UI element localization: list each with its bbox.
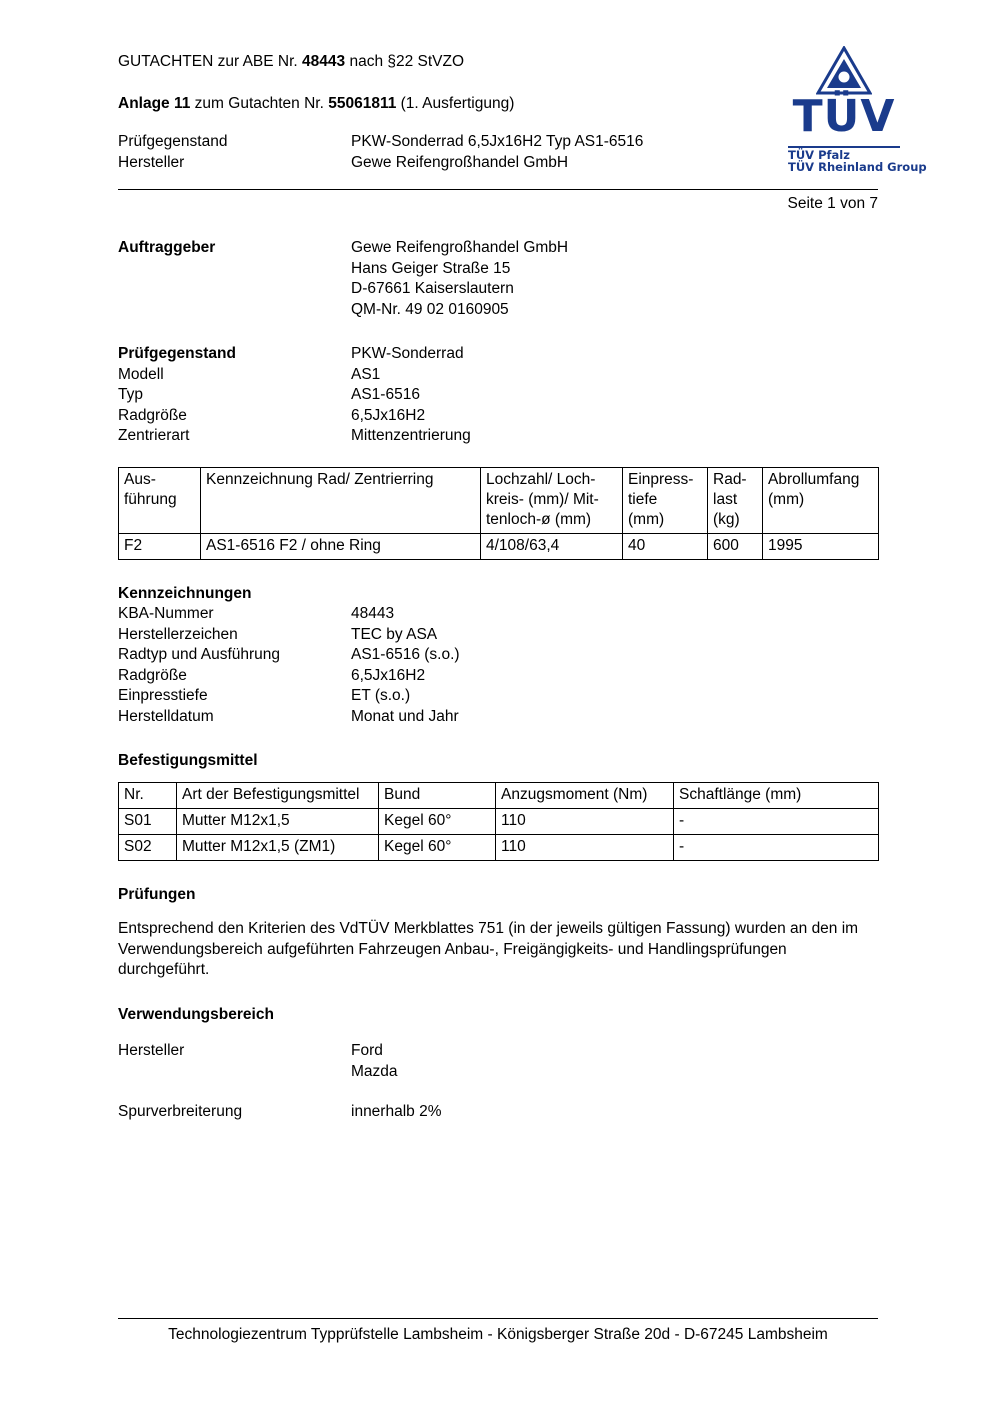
- col-schaftlaenge: Schaftlänge (mm): [674, 782, 879, 808]
- auftraggeber-line-1: Gewe Reifengroßhandel GmbH: [351, 239, 569, 256]
- col-einpresstiefe-l1: Einpress-: [628, 470, 694, 488]
- pruefgegenstand-value-2: AS1-6516: [351, 386, 420, 403]
- header-row-hersteller: [118, 153, 878, 174]
- kennzeichnungen-row-1: [118, 604, 878, 625]
- anlage-line: [118, 94, 878, 114]
- title-suffix: nach §22 StVZO: [345, 53, 465, 70]
- table-header-row: [119, 467, 879, 533]
- col-lochzahl: [481, 467, 623, 533]
- pruefgegenstand-value: PKW-Sonderrad: [351, 345, 464, 362]
- verwendungsbereich-hersteller-2: Mazda: [351, 1062, 398, 1080]
- kennzeichnungen-value-6: Monat und Jahr: [351, 707, 459, 725]
- col-lochzahl-l2: kreis- (mm)/ Mit-: [486, 490, 599, 508]
- kennzeichnungen-value-4: 6,5Jx16H2: [351, 666, 426, 684]
- table-row: [119, 533, 879, 559]
- title-prefix: GUTACHTEN zur ABE Nr.: [118, 53, 303, 70]
- header-hersteller-value: Gewe Reifengroßhandel GmbH: [351, 153, 569, 171]
- pruefungen-block: [118, 885, 878, 981]
- auftraggeber-spacer-4: [118, 300, 351, 321]
- col-kennzeichnung: [201, 467, 481, 533]
- pruefgegenstand-block: [118, 344, 878, 447]
- kennzeichnungen-key-1: KBA-Nummer: [118, 605, 214, 622]
- footer-divider: [118, 1318, 878, 1319]
- cell-kennzeichnung: AS1-6516 F2 / ohne Ring: [201, 533, 481, 559]
- col-bund: Bund: [379, 782, 496, 808]
- kennzeichnungen-value-2: TEC by ASA: [351, 625, 438, 643]
- logo-subtitle-1: TÜV Pfalz: [788, 148, 850, 162]
- cell-abrollumfang: 1995: [763, 533, 879, 559]
- verwendungsbereich-hersteller-label: Hersteller: [118, 1042, 185, 1059]
- befestigungsmittel-table: [118, 782, 879, 861]
- kennzeichnungen-value-5: ET (s.o.): [351, 687, 411, 704]
- auftraggeber-line-3: D-67661 Kaiserslautern: [351, 280, 514, 297]
- auftraggeber-block: [118, 238, 878, 320]
- spurverbreiterung-value: innerhalb 2%: [351, 1103, 442, 1120]
- pruefgegenstand-row-1: [118, 365, 878, 386]
- cell-art-1: Mutter M12x1,5: [177, 808, 379, 834]
- kennzeichnungen-row-2: [118, 625, 878, 646]
- kennzeichnungen-key-5: Einpresstiefe: [118, 687, 208, 704]
- logo-subtitle-2: TÜV Rheinland Group: [788, 160, 927, 174]
- anlage-suffix: (1. Ausfertigung): [396, 95, 515, 112]
- pruefgegenstand-value-3: 6,5Jx16H2: [351, 406, 426, 424]
- verwendungsbereich-row-spur: [118, 1102, 878, 1123]
- col-abrollumfang-l2: (mm): [768, 490, 805, 508]
- table-row: [119, 808, 879, 834]
- page-number: Seite 1 von 7: [787, 195, 878, 212]
- header-row-pruefgegenstand: [118, 132, 878, 153]
- pruefgegenstand-row-0: [118, 344, 878, 365]
- col-ausfuehrung: [119, 467, 201, 533]
- ausfuehrung-table: [118, 467, 879, 560]
- cell-art-2: Mutter M12x1,5 (ZM1): [177, 834, 379, 860]
- col-anzugsmoment: Anzugsmoment (Nm): [496, 782, 674, 808]
- col-ausfuehrung-l1: Aus-: [124, 470, 156, 488]
- footer-text: Technologiezentrum Typprüfstelle Lambsheim - Königsberger Straße 20d - D-67245 Lambsheim: [168, 1326, 828, 1343]
- verwendungsbereich-block: [118, 1005, 878, 1123]
- cell-anzugsmoment-1: 110: [496, 808, 674, 834]
- befestigungsmittel-block: [118, 751, 878, 772]
- anlage-gutachten-number: 55061811: [328, 95, 397, 112]
- auftraggeber-row-4: [118, 300, 878, 321]
- cell-schaftlaenge-2: -: [674, 834, 879, 860]
- pruefgegenstand-key-3: Radgröße: [118, 406, 187, 424]
- kennzeichnungen-row-3: [118, 645, 878, 666]
- cell-nr-1: S01: [119, 808, 177, 834]
- spurverbreiterung-label: Spurverbreiterung: [118, 1103, 243, 1120]
- cell-schaftlaenge-1: -: [674, 808, 879, 834]
- verwendungsbereich-title: Verwendungsbereich: [118, 1005, 274, 1023]
- col-abrollumfang: [763, 467, 879, 533]
- col-ausfuehrung-l2: führung: [124, 490, 177, 508]
- pruefgegenstand-row-3: [118, 406, 878, 427]
- auftraggeber-label: Auftraggeber: [118, 239, 216, 256]
- anlage-label: Anlage 11: [118, 95, 191, 112]
- pruefgegenstand-row-4: [118, 426, 878, 447]
- table-header-row: [119, 782, 879, 808]
- pruefungen-text: Entsprechend den Kriterien des VdTÜV Merkblattes 751 (in der jeweils gültigen Fassung) wurden an den im Verwendungsbereich aufgeführten Fahrzeugen Anbau-, Freigängigkeits- und Handlingsprüfungen durchgeführt.: [118, 920, 859, 978]
- cell-radlast: 600: [708, 533, 763, 559]
- header-summary: [118, 132, 878, 173]
- document-title: [118, 52, 878, 72]
- cell-nr-2: S02: [119, 834, 177, 860]
- verwendungsbereich-hersteller-1: Ford: [351, 1042, 383, 1059]
- verwendungsbereich-row-hersteller: [118, 1041, 878, 1062]
- kennzeichnungen-value-1: 48443: [351, 605, 395, 622]
- auftraggeber-row-1: [118, 238, 878, 259]
- kennzeichnungen-key-4: Radgröße: [118, 666, 187, 684]
- col-abrollumfang-l1: Abrollumfang: [768, 470, 860, 488]
- col-einpresstiefe-l3: (mm): [628, 510, 665, 528]
- kennzeichnungen-value-3: AS1-6516 (s.o.): [351, 646, 460, 663]
- pruefgegenstand-label: Prüfgegenstand: [118, 345, 236, 362]
- pruefgegenstand-key-2: Typ: [118, 386, 143, 403]
- kennzeichnungen-row-6: [118, 707, 878, 728]
- col-radlast-l2: last: [713, 490, 738, 508]
- col-art: Art der Befestigungsmittel: [177, 782, 379, 808]
- pruefgegenstand-value-4: Mittenzentrierung: [351, 427, 471, 444]
- auftraggeber-line-4: QM-Nr. 49 02 0160905: [351, 300, 509, 318]
- verwendungsbereich-spacer: [118, 1062, 351, 1083]
- auftraggeber-line-2: Hans Geiger Straße 15: [351, 259, 511, 277]
- header-pruefgegenstand-value: PKW-Sonderrad 6,5Jx16H2 Typ AS1-6516: [351, 133, 644, 150]
- col-lochzahl-l3: tenloch-ø (mm): [486, 510, 592, 528]
- cell-ausfuehrung: F2: [119, 533, 201, 559]
- auftraggeber-spacer-2: [118, 259, 351, 280]
- verwendungsbereich-row-hersteller-2: [118, 1062, 878, 1083]
- pruefgegenstand-value-1: AS1: [351, 365, 381, 383]
- cell-lochzahl: 4/108/63,4: [481, 533, 623, 559]
- col-einpresstiefe: [623, 467, 708, 533]
- anlage-mid: zum Gutachten Nr.: [190, 95, 329, 112]
- title-abe-number: 48443: [302, 53, 346, 70]
- cell-anzugsmoment-2: 110: [496, 834, 674, 860]
- col-kennzeichnung-l1: Kennzeichnung Rad/ Zentrierring: [206, 470, 434, 488]
- pruefgegenstand-key-4: Zentrierart: [118, 427, 190, 444]
- auftraggeber-spacer-3: [118, 279, 351, 300]
- kennzeichnungen-row-4: [118, 666, 878, 687]
- col-lochzahl-l1: Lochzahl/ Loch-: [486, 470, 596, 488]
- auftraggeber-row-2: [118, 259, 878, 280]
- kennzeichnungen-key-6: Herstelldatum: [118, 707, 214, 725]
- auftraggeber-row-3: [118, 279, 878, 300]
- document-content: [118, 52, 878, 1123]
- kennzeichnungen-row-5: [118, 686, 878, 707]
- befestigungsmittel-title: Befestigungsmittel: [118, 752, 258, 769]
- pruefgegenstand-row-2: [118, 385, 878, 406]
- kennzeichnungen-key-3: Radtyp und Ausführung: [118, 646, 281, 663]
- pruefgegenstand-key-1: Modell: [118, 365, 164, 383]
- tuv-wordmark: TÜV: [792, 91, 896, 142]
- col-radlast: [708, 467, 763, 533]
- header-hersteller-label: Hersteller: [118, 153, 185, 171]
- cell-bund-1: Kegel 60°: [379, 808, 496, 834]
- col-radlast-l3: (kg): [713, 510, 740, 528]
- table-row: [119, 834, 879, 860]
- kennzeichnungen-title: Kennzeichnungen: [118, 584, 252, 602]
- col-einpresstiefe-l2: tiefe: [628, 490, 658, 508]
- col-radlast-l1: Rad-: [713, 470, 747, 488]
- cell-einpresstiefe: 40: [623, 533, 708, 559]
- col-nr: Nr.: [119, 782, 177, 808]
- header-pruefgegenstand-label: Prüfgegenstand: [118, 133, 228, 150]
- cell-bund-2: Kegel 60°: [379, 834, 496, 860]
- kennzeichnungen-key-2: Herstellerzeichen: [118, 625, 238, 643]
- kennzeichnungen-block: [118, 584, 878, 728]
- pruefungen-title: Prüfungen: [118, 885, 196, 903]
